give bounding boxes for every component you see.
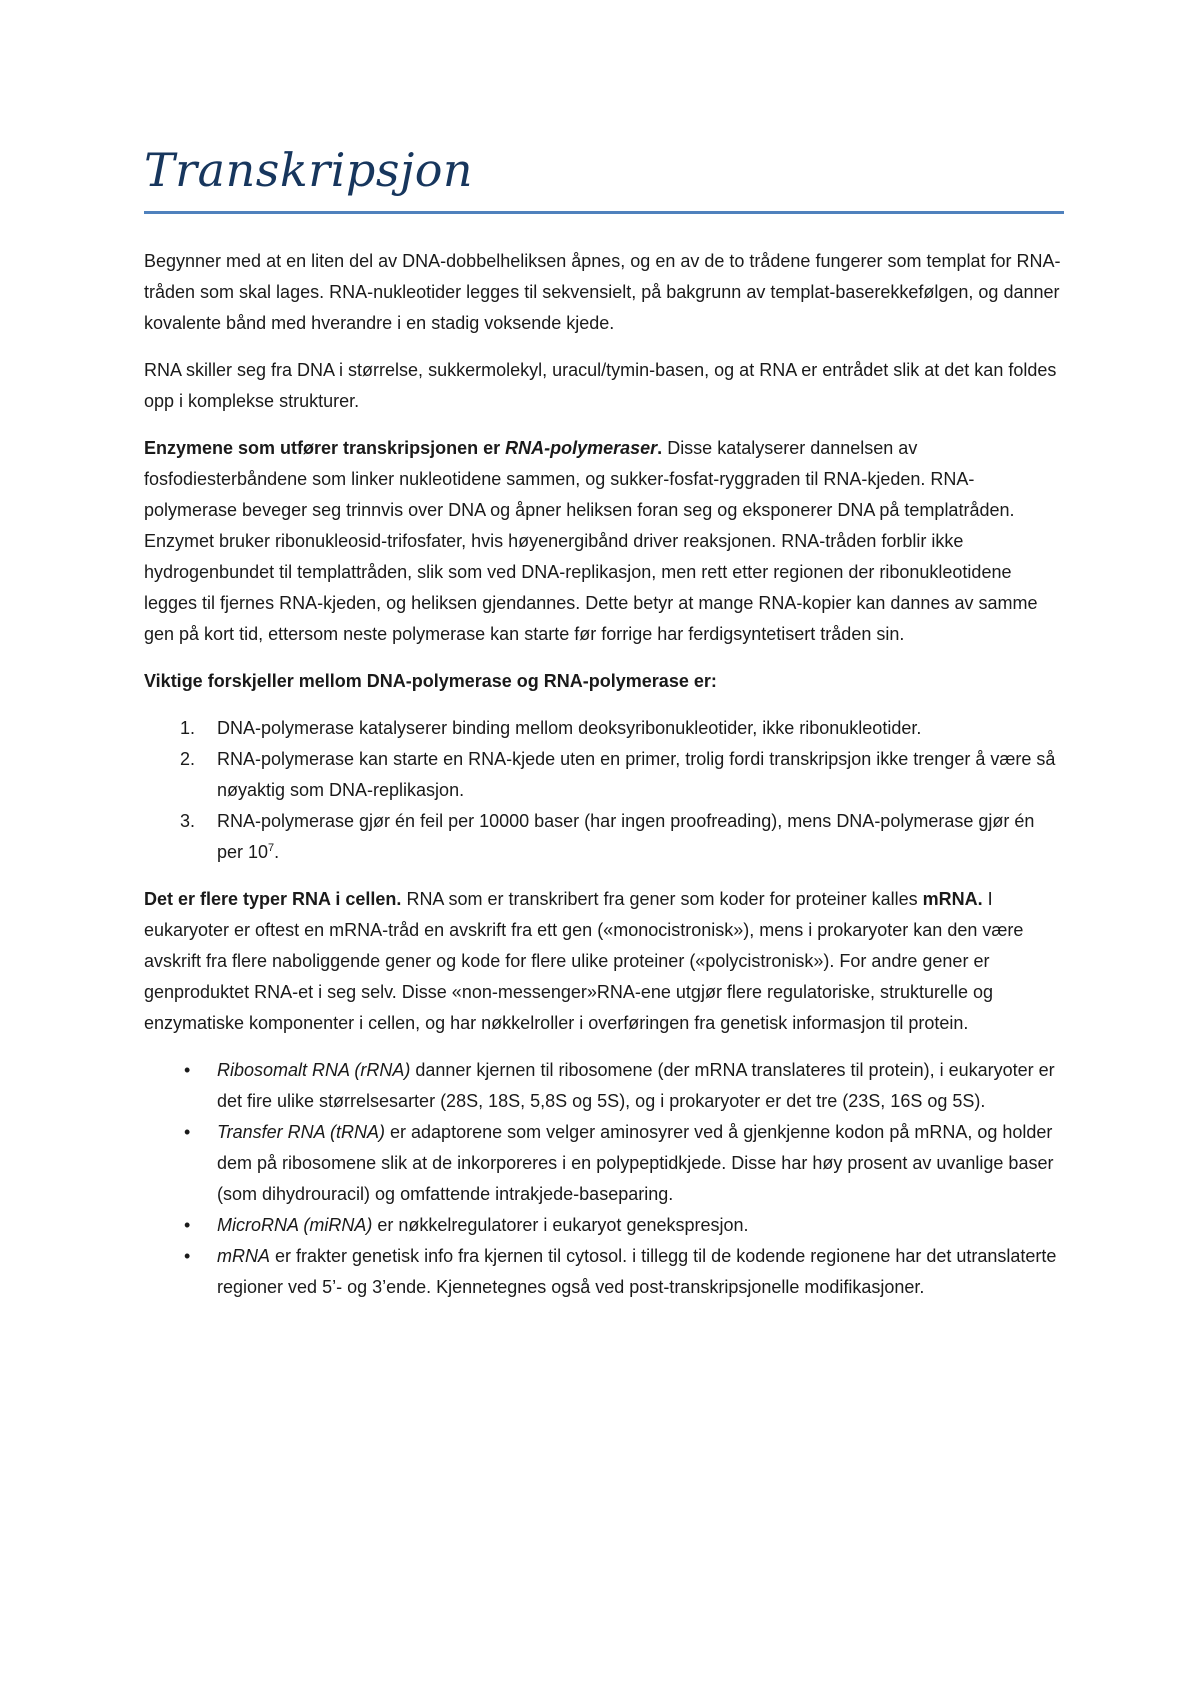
list-item [144,744,1064,806]
enzymes-term: RNA-polymeraser [505,438,658,458]
paragraph-rna-types: Det er flere typer RNA i cellen. RNA som er transkribert fra gener som koder for proteiner kalles mRNA. I eukaryoter er oftest en mRNA-tråd en avskrift fra ett gen («monocistronisk»), mens i prokaryoter kan den være avskrift fra flere naboliggende gener og kode for flere ulike proteiner («polycistronisk»). For andre gener er genproduktet RNA-et i seg selv. Disse «non-messenger»RNA-ene utgjør flere regulatoriske, strukturelle og enzymatiske komponenter i cellen, og har nøkkelroller i overføringen fra genetisk informasjon til protein. [144,889,1024,1033]
paragraph-intro: Begynner med at en liten del av DNA-dobbelheliksen åpnes, og en av de to trådene fungerer som templat for RNA-tråden som skal lages. RNA-nukleotider legges til sekvensielt, på bakgrunn av templat-baserekkefølgen, og danner kovalente bånd med hverandre i en stadig voksende kjede. [144,251,1061,333]
paragraph-rna-vs-dna: RNA skiller seg fra DNA i størrelse, sukkermolekyl, uracul/tymin-basen, og at RNA er entrådet slik at det kan foldes opp i komplekse strukturer. [144,360,1057,411]
paragraph-enzymes: Enzymene som utfører transkripsjonen er RNA-polymeraser. Disse katalyserer dannelsen av fosfodiesterbåndene som linker nukleotidene sammen, og sukker-fosfat-ryggraden til RNA-kjeden. RNA-polymerase beveger seg trinnvis over DNA og åpner heliksen foran seg og eksponerer DNA på templatråden. Enzymet bruker ribonukleosid-trifosfater, hvis høyenergibånd driver reaksjonen. RNA-tråden forblir ikke hydrogenbundet til templattråden, slik som ved DNA-replikasjon, men rett etter regionen der ribonukleotidene legges til fjernes RNA-kjeden, og heliksen gjendannes. Dette betyr at mange RNA-kopier kan dannes av samme gen på kort tid, ettersom neste polymerase kan starte før forrige har ferdigsyntetisert tråden sin. [144,438,1038,644]
rna-type-description: er frakter genetisk info fra kjernen til cytosol. i tillegg til de kodende regionene har det utranslaterte regioner ved 5’- og 3’ende. Kjennetegnes også ved post-transkripsjonelle modifikasjoner. [217,1246,1057,1297]
enzymes-lead-bold: Enzymene som utfører transkripsjonen er [144,438,506,458]
differences-list [144,713,1064,868]
rna-types-lead-bold: Det er flere typer RNA i cellen. [144,889,402,909]
list-number: 3. [180,811,196,831]
mrna-bold: mRNA. [922,889,983,909]
rna-type-term: Ribosomalt RNA (rRNA) [217,1060,411,1080]
list-item [144,1055,1064,1117]
rna-type-description: er nøkkelregulatorer i eukaryot genekspresjon. [372,1215,749,1235]
list-item [144,713,1064,744]
list-item [144,1210,1064,1241]
list-item-text: RNA-polymerase gjør én feil per 10000 baser (har ingen proofreading), mens DNA-polymerase gjør én per 10 [217,811,1035,862]
list-item-text: RNA-polymerase kan starte en RNA-kjede uten en primer, trolig fordi transkripsjon ikke trenger å være så nøyaktig som DNA-replikasjon. [217,749,1056,800]
bullet-icon: • [184,1060,191,1080]
bullet-icon: • [184,1122,191,1142]
rna-type-term: MicroRNA (miRNA) [217,1215,373,1235]
list-item: 3. RNA-polymerase gjør én feil per 10000 baser (har ingen proofreading), mens DNA-polymerase gjør én per $10^7$. [144,806,1064,868]
list-item [144,1241,1064,1303]
title-underline-rule [144,211,1064,214]
rna-type-description: er adaptorene som velger aminosyrer ved å gjenkjenne kodon på mRNA, og holder dem på ribosomene slik at de inkorporeres i en polypeptidkjede. Disse har høy prosent av uvanlige baser (som dihydrouracil) og omfattende intrakjede-baseparing. [217,1122,1054,1204]
rna-type-term: Transfer RNA (tRNA) [217,1122,386,1142]
differences-heading: Viktige forskjeller mellom DNA-polymerase og RNA-polymerase er: [144,671,717,691]
list-item-text: DNA-polymerase katalyserer binding mellom deoksyribonukleotider, ikke ribonukleotider. [217,718,922,738]
rna-types-list [144,1055,1064,1303]
bullet-icon: • [184,1215,191,1235]
list-number: 1. [180,718,196,738]
bullet-icon: • [184,1246,191,1266]
rna-type-description: danner kjernen til ribosomene (der mRNA translateres til protein), i eukaryoter er det fire ulike størrelsesarter (28S, 18S, 5,8S og 5S), og i prokaryoter er det tre (23S, 16S og 5S). [217,1060,1055,1111]
rna-type-term: mRNA [217,1246,270,1266]
list-number: 2. [180,749,196,769]
list-item [144,1117,1064,1210]
page-title: Transkripsjon [144,143,474,197]
exponent: 7 [268,842,275,854]
enzymes-rest: Disse katalyserer dannelsen av fosfodiesterbåndene som linker nukleotidene sammen, og sukker-fosfat-ryggraden til RNA-kjeden. RNA-polymerase beveger seg trinnvis over DNA og åpner heliksen foran seg og eksponerer DNA på templatråden. Enzymet bruker ribonukleosid-trifosfater, hvis høyenergibånd driver reaksjonen. RNA-tråden forblir ikke hydrogenbundet til templattråden, slik som ved DNA-replikasjon, men rett etter regionen der ribonukleotidene legges til fjernes RNA-kjeden, og heliksen gjendannes. Dette betyr at mange RNA-kopier kan dannes av samme gen på kort tid, ettersom neste polymerase kan starte før forrige har ferdigsyntetisert tråden sin. [144,438,1038,644]
document-body [144,246,1064,1303]
